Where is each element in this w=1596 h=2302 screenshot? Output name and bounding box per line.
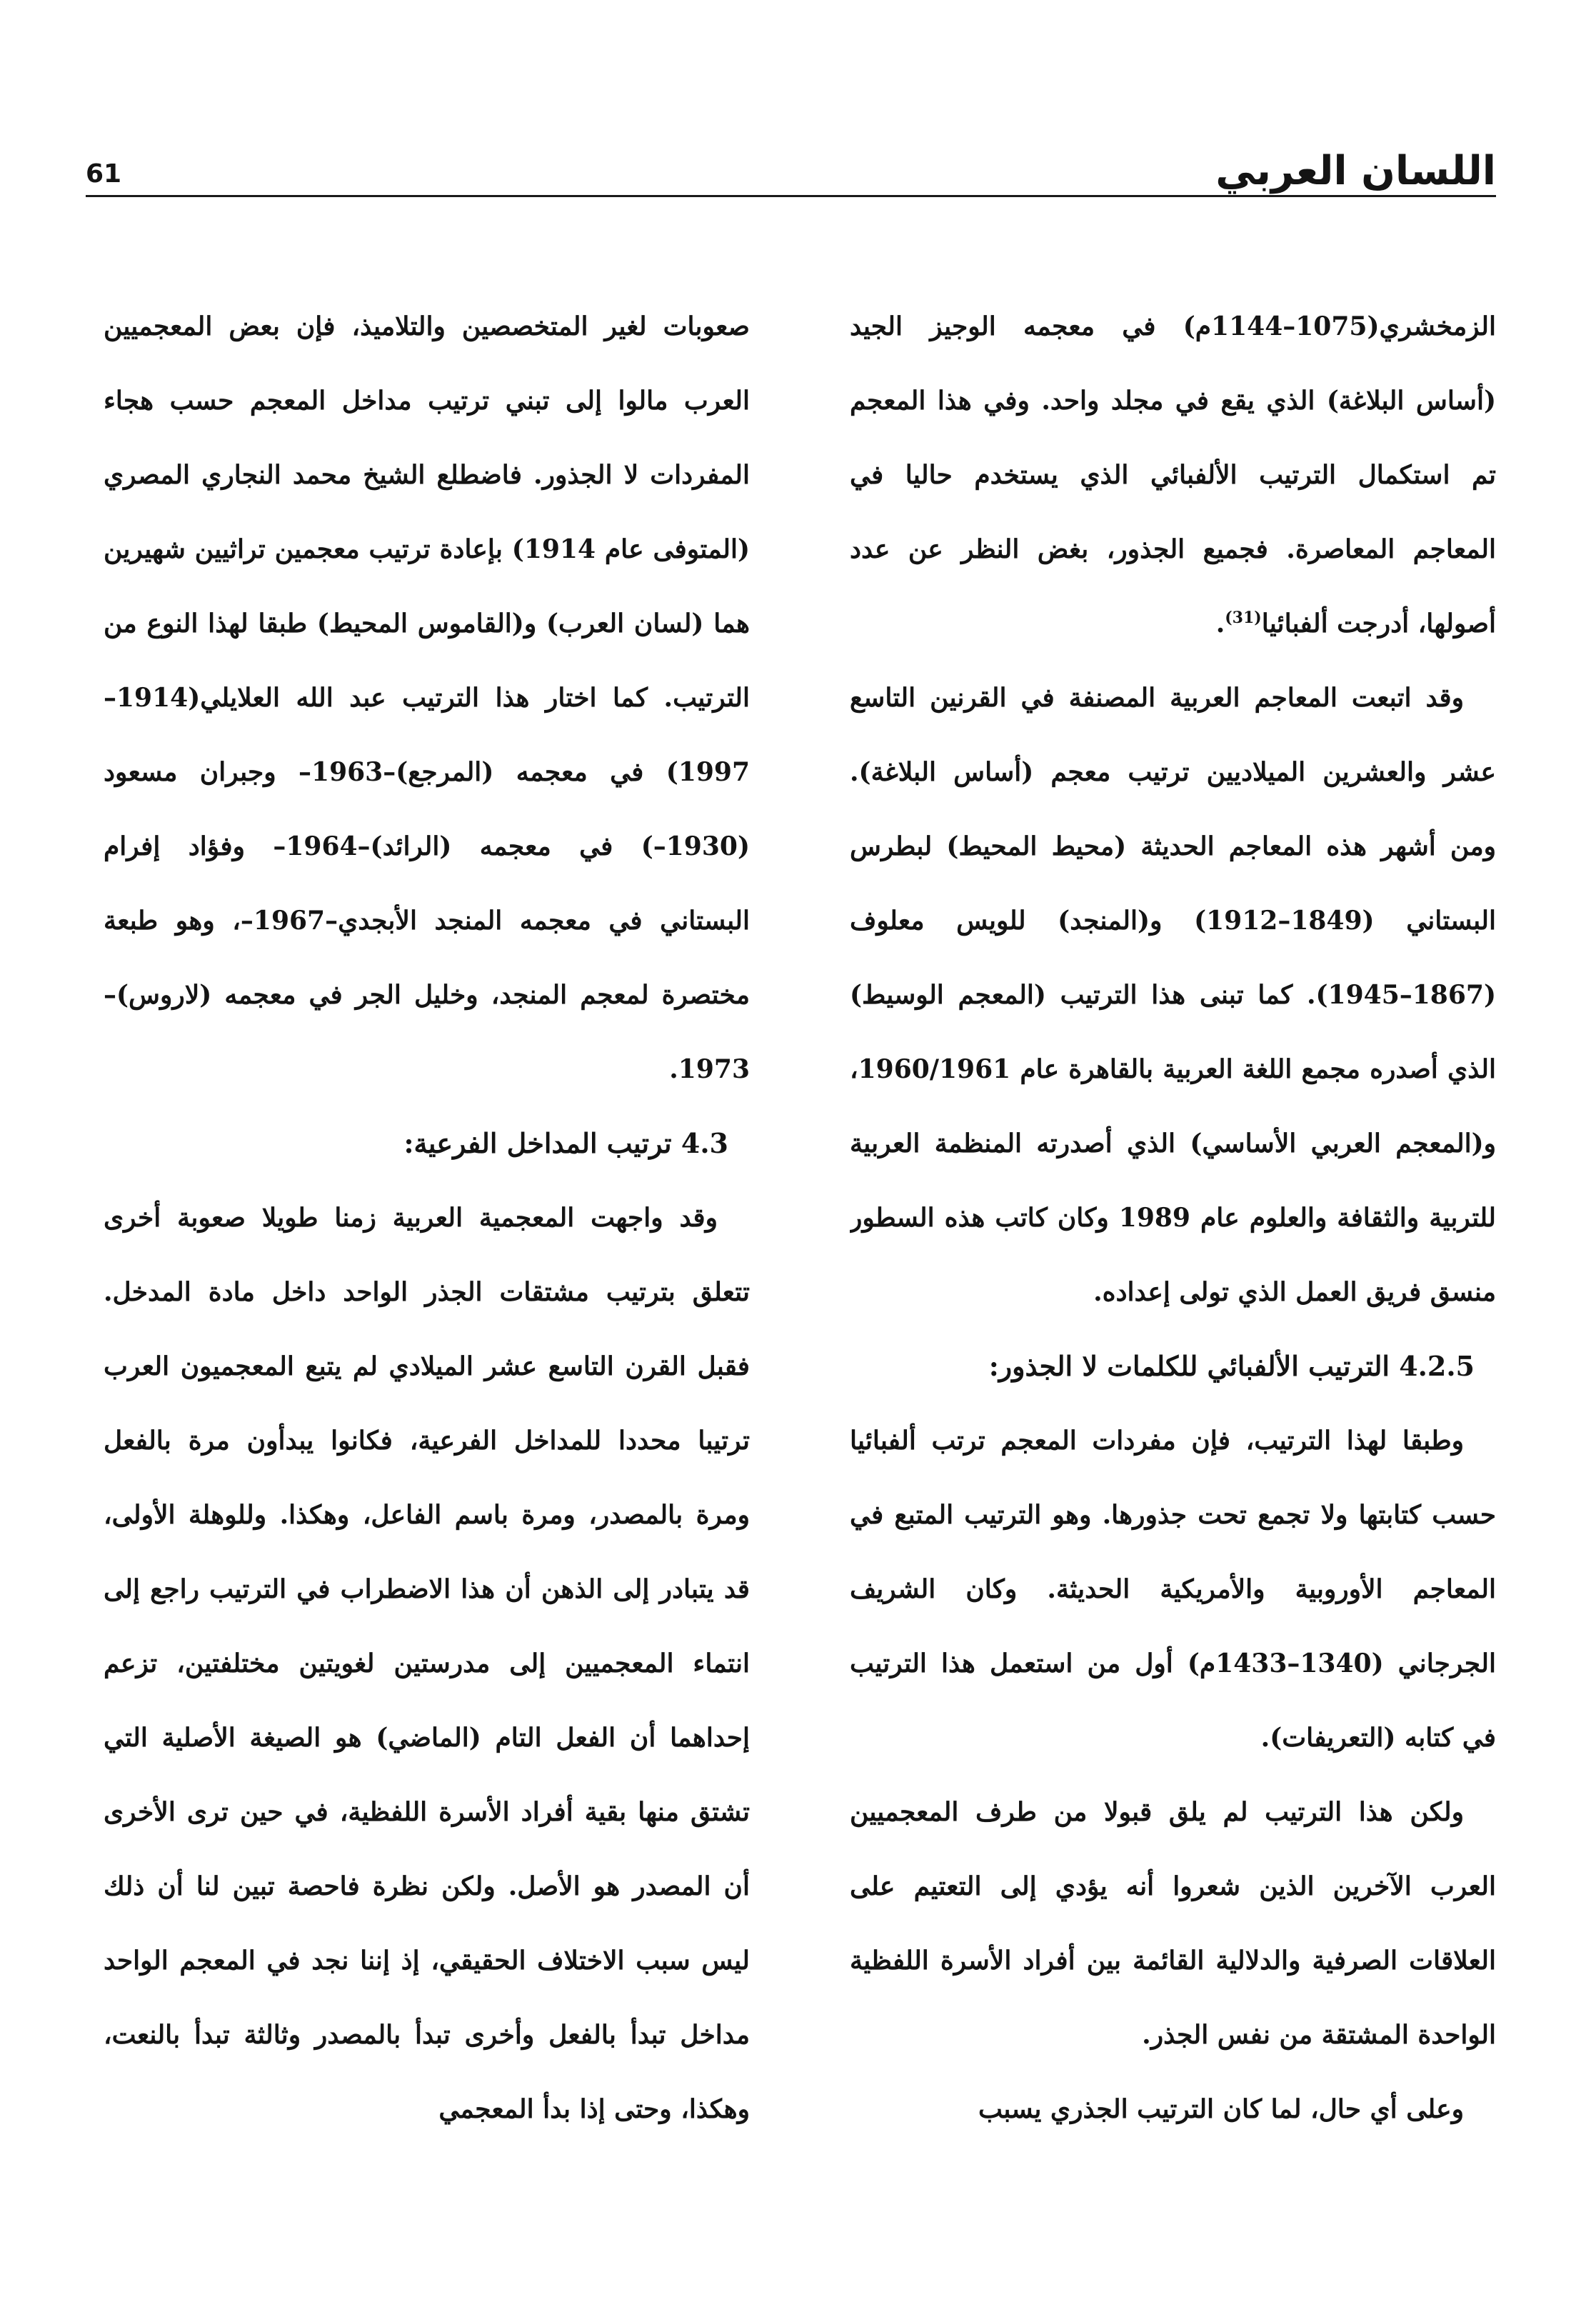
page-number: 61 [86,159,122,189]
paragraph: الزمخشري(1075–1144م) في معجمه الوجيز الجيد (أساس البلاغة) الذي يقع في مجلد واحد. وفي هذا المعجم تم استكمال الترتيب الألفبائي الذي يستخدم حاليا في المعاجم المعاصرة. فجميع الجذور، بغض النظر عن عدد أصولها، أدرجت ألفبائيا$^{(31)}$. [850,311,1496,639]
paragraph: وقد اتبعت المعاجم العربية المصنفة في القرنين التاسع عشر والعشرين الميلاديين ترتيب معجم (أساس البلاغة). ومن أشهر هذه المعاجم الحديثة (محيط المحيط) لبطرس البستاني (1849–1912) و(المنجد) للويس معلوف (1867–1945). كما تبنى هذا الترتيب (المعجم الوسيط) الذي أصدره مجمع اللغة العربية بالقاهرة عام 1960/1961، و(المعجم العربي الأساسي) الذي أصدرته المنظمة العربية للتربية والثقافة والعلوم عام 1989 وكان كاتب هذه السطور منسق فريق العمل الذي تولى إعداده. [850,683,1496,1307]
paragraph: وعلى أي حال، لما كان الترتيب الجذري يسبب [978,2094,1464,2124]
section-heading: 4.2.5 الترتيب الألفبائي للكلمات لا الجذور: [988,1350,1475,1382]
paragraph: صعوبات لغير المتخصصين والتلاميذ، فإن بعض المعجميين العرب مالوا إلى تبني ترتيب مداخل المعجم حسب هجاء المفردات لا الجذور. فاضطلع الشيخ محمد النجاري المصري (المتوفى عام 1914) بإعادة ترتيب معجمين تراثيين شهيرين هما (لسان العرب) و(القاموس المحيط) طبقا لهذا النوع من الترتيب. كما اختار هذا الترتيب عبد الله العلايلي(1914–1997) في معجمه (المرجع)–1963– وجبران مسعود (1930–) في معجمه (الرائد)–1964– وفؤاد إفرام البستاني في معجمه المنجد الأبجدي–1967–، وهو طبعة مختصرة لمعجم المنجد، وخليل الجر في معجمه (لاروس)–1973. [104,311,750,1084]
right-column [850,289,1496,2186]
paragraph: وقد واجهت المعجمية العربية زمنا طويلا صعوبة أخرى تتعلق بترتيب مشتقات الجذر الواحد داخل مادة المدخل. فقبل القرن التاسع عشر الميلادي لم يتبع المعجميون العرب ترتيبا محددا للمداخل الفرعية، فكانوا يبدأون مرة بالفعل ومرة بالمصدر، ومرة باسم الفاعل، وهكذا. وللوهلة الأولى، قد يتبادر إلى الذهن أن هذا الاضطراب في الترتيب راجع إلى انتماء المعجميين إلى مدرستين لغويتين مختلفتين، تزعم إحداهما أن الفعل التام (الماضي) هو الصيغة الأصلية التي تشتق منها بقية أفراد الأسرة اللفظية، في حين ترى الأخرى أن المصدر هو الأصل. ولكن نظرة فاحصة تبين لنا أن ذلك ليس سبب الاختلاف الحقيقي، إذ إننا نجد في المعجم الواحد مداخل تبدأ بالفعل وأخرى تبدأ بالمصدر وثالثة تبدأ بالنعت، وهكذا، وحتى إذا بدأ المعجمي [104,1203,750,2124]
paragraph: ولكن هذا الترتيب لم يلق قبولا من طرف المعجميين العرب الآخرين الذين شعروا أنه يؤدي إلى التعتيم على العلاقات الصرفية والدلالية القائمة بين أفراد الأسرة اللفظية الواحدة المشتقة من نفس الجذر. [850,1797,1496,2050]
paragraph: وطبقا لهذا الترتيب، فإن مفردات المعجم ترتب ألفبائيا حسب كتابتها ولا تجمع تحت جذورها. وهو الترتيب المتبع في المعاجم الأوروبية والأمريكية الحديثة. وكان الشريف الجرجاني (1340–1433م) أول من استعمل هذا الترتيب في كتابه (التعريفات). [850,1426,1496,1753]
paragraph-text: الزمخشري(1075–1144م) في معجمه الوجيز الجيد (أساس البلاغة) الذي يقع في مجلد واحد. وفي هذا المعجم تم استكمال الترتيب الألفبائي الذي يستخدم حاليا في المعاجم المعاصرة. فجميع الجذور، بغض النظر عن عدد أصولها، أدرجت ألفبائيا [850,311,1496,639]
journal-title: اللسان العربي [1215,148,1496,194]
header-rule [86,195,1496,197]
footnote-reference: (31) [1225,609,1262,627]
section-heading: 4.3 ترتيب المداخل الفرعية: [403,1127,728,1159]
left-column [104,289,750,2186]
